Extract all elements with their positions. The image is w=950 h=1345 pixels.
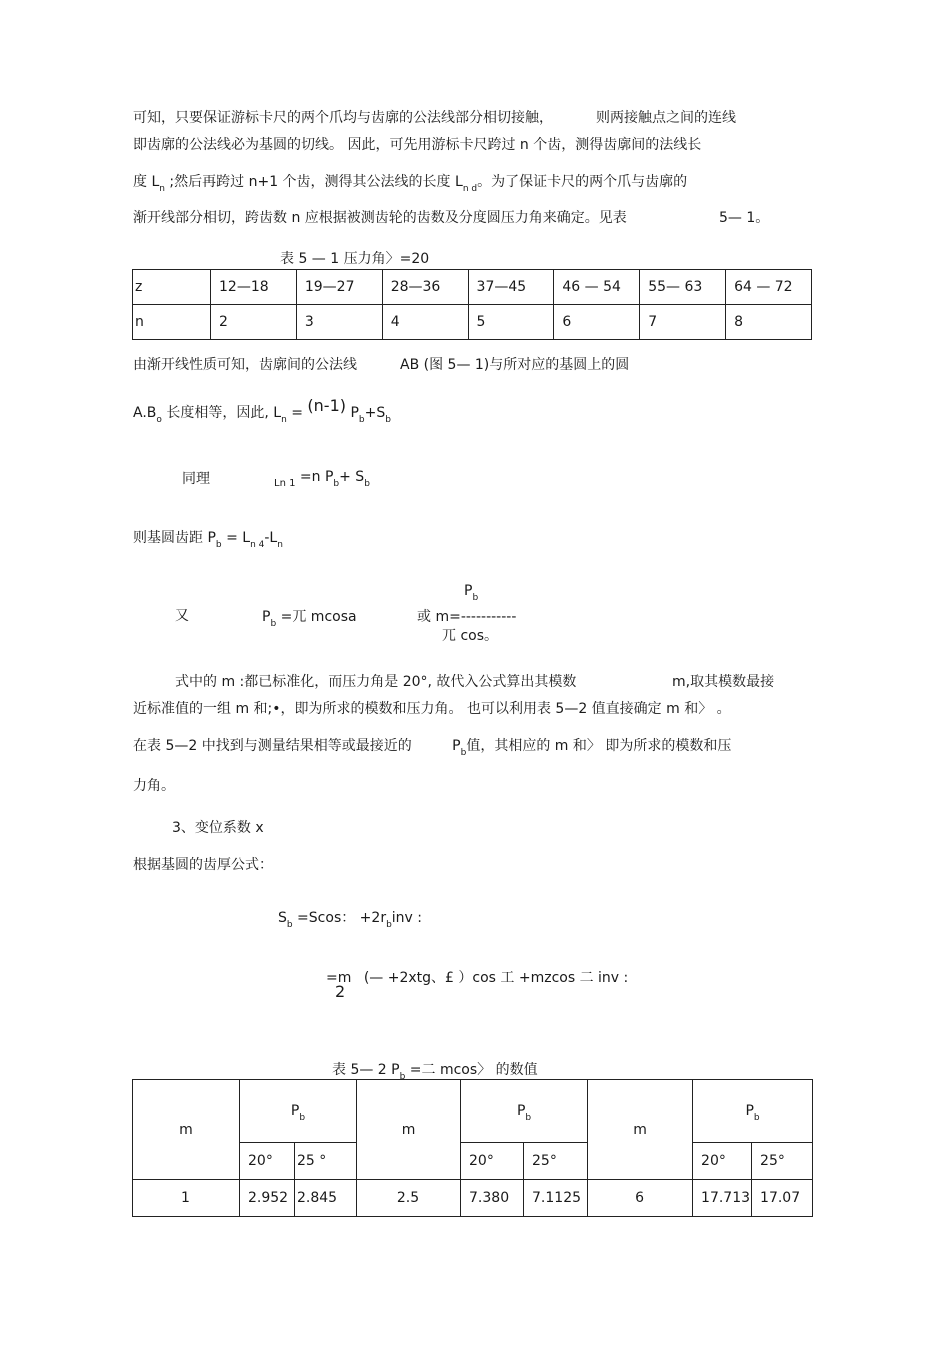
paragraph-1-line-1a: 可知，只要保证游标卡尺的两个爪均与齿廓的公法线部分相切接触， <box>133 110 553 126</box>
table-cell: 17.07 <box>752 1180 813 1217</box>
paragraph-1-line-4b: 5— 1。 <box>719 210 770 226</box>
table-cell: 6 <box>554 305 640 340</box>
table-cell: 2 <box>211 305 297 340</box>
table-cell: 5 <box>468 305 554 340</box>
text-caption-rest: =二 mcos〉 的数值 <box>405 1062 538 1078</box>
paragraph-3-line-1b: m,取其模数最接 <box>672 674 775 690</box>
table-row <box>133 1180 813 1217</box>
header-20: 20° <box>461 1143 524 1180</box>
table-cell: 2.5 <box>357 1180 461 1217</box>
text-corresponding: 值，其相应的 m 和〉 即为所求的模数和压 <box>466 738 732 754</box>
text-in-table: 在表 5—2 中找到与测量结果相等或最接近的 <box>133 738 412 754</box>
text-caption: 表 5— 2 P <box>332 1062 400 1078</box>
table-cell: 2.845 <box>295 1180 357 1217</box>
text-expression: (— +2xtg、£ ）cos 工 +mzcos 二 inv : <box>363 970 629 986</box>
header-25: 25° <box>752 1143 813 1180</box>
table-cell: 28—36 <box>382 270 468 305</box>
table-cell: n <box>133 305 211 340</box>
you-formula <box>262 606 357 629</box>
fraction-2: 2 <box>335 982 346 1001</box>
header-20: 20° <box>693 1143 752 1180</box>
subscript-o: o <box>156 415 162 425</box>
table-row <box>133 270 812 305</box>
text-scos-2r: =Scos： +2r <box>292 910 387 926</box>
fraction-numerator <box>464 583 479 603</box>
paragraph-2-line-1b: AB (图 5— 1)与所对应的基圆上的圆 <box>400 357 630 373</box>
table-cell: 2.952 <box>240 1180 295 1217</box>
subscript-b: b <box>270 619 277 629</box>
text-n-minus-1: (n-1) <box>307 396 346 415</box>
header-pb <box>240 1080 357 1143</box>
header-pb <box>461 1080 588 1143</box>
text-du-L: 度 L <box>133 174 160 190</box>
text-P: P <box>464 583 473 599</box>
text-nP: =n P <box>295 469 334 485</box>
subscript-b: b <box>333 479 340 489</box>
header-m: m <box>588 1080 693 1180</box>
table-cell: z <box>133 270 211 305</box>
header-pb <box>693 1080 813 1143</box>
paragraph-2-formula-ln <box>133 396 391 425</box>
tongli-formula <box>274 469 370 489</box>
table-cell: 4 <box>382 305 468 340</box>
header-m: m <box>357 1080 461 1180</box>
you-label: 又 <box>175 608 189 624</box>
text-ln1: Ln 1 <box>274 478 296 489</box>
table-1-caption: 表 5 — 1 压力角〉=20 <box>280 251 430 267</box>
subscript-b: b <box>460 748 467 758</box>
text-plus-S: + S <box>339 469 365 485</box>
subscript-b: b <box>472 593 479 603</box>
table-cell: 1 <box>133 1180 240 1217</box>
text-P: P <box>346 405 359 421</box>
subscript-b: b <box>364 479 370 489</box>
header-25: 25 ° <box>295 1143 357 1180</box>
text-P: P <box>262 609 271 625</box>
text-equal-length: 长度相等，因此, L <box>166 405 282 421</box>
subscript-b: b <box>385 415 391 425</box>
text-equals: = <box>286 405 308 421</box>
subscript-b: b <box>399 1072 406 1082</box>
subscript-n: n <box>159 184 165 194</box>
table-cell: 8 <box>726 305 812 340</box>
text-P: P <box>745 1103 754 1119</box>
text-then-cross: ;然后再跨过 n+1 个齿，测得其公法线的长度 L <box>169 174 463 190</box>
paragraph-1-line-2: 即齿廓的公法线必为基圆的切线。 因此，可先用游标卡尺跨过 n 个齿，测得齿廓间的法线长 <box>133 137 702 153</box>
table-cell: 46 — 54 <box>554 270 640 305</box>
sb-formula <box>278 907 423 930</box>
subscript-b: b <box>286 920 293 930</box>
subscript-b: b <box>215 540 222 550</box>
pb-formula <box>133 527 283 550</box>
text-minus-L: -L <box>264 530 278 546</box>
paragraph-3-line-4: 力角。 <box>133 778 175 794</box>
subscript-n: n <box>281 415 287 425</box>
text-plus-S: +S <box>364 405 386 421</box>
paragraph-3-line-3 <box>133 735 732 758</box>
header-20: 20° <box>240 1143 295 1180</box>
table-1 <box>132 269 812 340</box>
text-inv: inv : <box>391 910 423 926</box>
sb-formula-2 <box>326 967 628 987</box>
paragraph-2-line-1a: 由渐开线性质可知，齿廓间的公法线 <box>133 357 357 373</box>
huo-formula: 或 m=----------- <box>417 609 517 625</box>
paragraph-1-line-3 <box>133 171 688 194</box>
subscript-b: b <box>753 1113 760 1123</box>
text-pi-mcosa: =兀 mcosa <box>276 609 357 625</box>
section-3-title: 3、变位系数 x <box>172 820 264 836</box>
table-row <box>133 305 812 340</box>
table-cell: 6 <box>588 1180 693 1217</box>
subscript-b: b <box>525 1113 532 1123</box>
table-2-caption <box>332 1059 538 1082</box>
table-2 <box>132 1079 813 1217</box>
subscript-b: b <box>358 415 365 425</box>
subscript-n: n <box>277 540 283 550</box>
paragraph-1-line-1b: 则两接触点之间的连线 <box>596 110 736 126</box>
text-P: P <box>452 738 461 754</box>
text-eq-L: = L <box>221 530 251 546</box>
table-cell: 3 <box>296 305 382 340</box>
table-cell: 7.1125 <box>524 1180 588 1217</box>
paragraph-4-line-1: 根据基圆的齿厚公式： <box>133 857 273 873</box>
text-P: P <box>290 1103 300 1119</box>
table-cell: 55— 63 <box>640 270 726 305</box>
paragraph-1-line-4a: 渐开线部分相切，跨齿数 n 应根据被测齿轮的齿数及分度圆压力角来确定。见表 <box>133 210 627 226</box>
header-m: m <box>133 1080 240 1180</box>
tongli-label: 同理 <box>182 471 210 487</box>
table-cell: 7.380 <box>461 1180 524 1217</box>
table-cell: 19—27 <box>296 270 382 305</box>
text-eq-m: =m <box>326 970 352 986</box>
text-P: P <box>516 1103 526 1119</box>
paragraph-3-line-1a: 式中的 m :都已标准化，而压力角是 20°, 故代入公式算出其模数 <box>175 674 577 690</box>
table-header-row <box>133 1080 813 1143</box>
text-S: S <box>278 910 287 926</box>
text-base-pitch: 则基圆齿距 P <box>133 530 216 546</box>
header-25: 25° <box>524 1143 588 1180</box>
table-cell: 17.713 <box>693 1180 752 1217</box>
table-cell: 7 <box>640 305 726 340</box>
subscript-n4: n 4 <box>250 540 265 550</box>
text-arc-AB: A.B <box>133 405 157 421</box>
paragraph-3-line-2: 近标准值的一组 m 和;•，即为所求的模数和压力角。 也可以利用表 5—2 值直接确定 m 和〉 。 <box>133 701 731 717</box>
subscript-b: b <box>299 1113 306 1123</box>
table-cell: 12—18 <box>211 270 297 305</box>
subscript-nd: n d <box>462 184 478 194</box>
subscript-b: b <box>386 920 392 930</box>
fraction-denominator: 兀 cos。 <box>442 628 499 644</box>
table-cell: 37—45 <box>468 270 554 305</box>
text-to-ensure: 。为了保证卡尺的两个爪与齿廓的 <box>477 174 688 190</box>
table-cell: 64 — 72 <box>726 270 812 305</box>
